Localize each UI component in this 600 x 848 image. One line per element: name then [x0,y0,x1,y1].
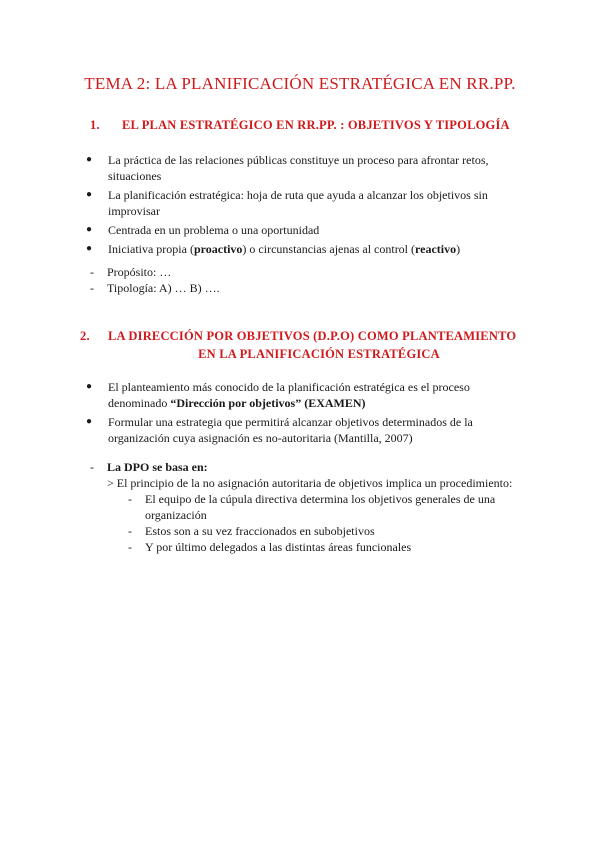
dash-marker: - [90,460,94,474]
list-item: ● Formular una estrategia que permitirá alcanzar objetivos determinados de la organización cuya asignación es no-autoritaria (Mantilla, 2007) [86,415,473,445]
list-item: - Propósito: … [90,265,172,279]
dpo-intro: > El principio de la no asignación autoritaria de objetivos implica un procedimiento: [107,476,513,490]
dash-marker: - [128,540,132,554]
section-2-title-line-2: EN LA PLANIFICACIÓN ESTRATÉGICA [198,347,440,361]
document-title: TEMA 2: LA PLANIFICACIÓN ESTRATÉGICA EN RR.PP. [84,74,516,93]
dpo-heading: - La DPO se basa en: [90,460,208,474]
bullet-icon: ● [86,416,93,427]
list-item: - Estos son a su vez fraccionados en subobjetivos [128,524,375,538]
list-item: ● Centrada en un problema o una oportunidad [86,223,320,237]
section-2-heading [80,327,530,363]
bullet-icon: ● [86,189,93,200]
bullet-icon: ● [86,381,93,392]
section-1-heading [90,118,510,133]
section-1-title: EL PLAN ESTRATÉGICO EN RR.PP. : OBJETIVOS Y TIPOLOGÍA [122,118,510,132]
dpo-procedure-list [128,491,530,555]
section-1-number: 1. [90,118,100,132]
dash-marker: - [128,524,132,538]
list-item: ● Iniciativa propia (proactivo) o circunstancias ajenas al control (reactivo) [86,242,461,256]
dash-marker: - [128,492,132,506]
dpo-section [90,459,530,555]
bullet-icon: ● [86,243,93,254]
section-1-bullet-list [86,152,516,260]
section-1-dash-list [90,264,220,296]
bullet-icon: ● [86,224,93,235]
list-item: - Tipología: A) … B) …. [90,281,220,295]
list-item: ● El planteamiento más conocido de la planificación estratégica es el proceso denominado “Dirección por objetivos” (EXAMEN) [86,380,470,410]
bullet-icon: ● [86,154,93,165]
list-item: - El equipo de la cúpula directiva determina los objetivos generales de una organización [128,492,496,522]
dash-marker: - [90,265,94,279]
dash-marker: - [90,281,94,295]
section-2-title-line-1: LA DIRECCIÓN POR OBJETIVOS (D.P.O) COMO PLANTEAMIENTO [108,329,517,343]
list-item: - Y por último delegados a las distintas áreas funcionales [128,540,412,554]
list-item: ● La planificación estratégica: hoja de ruta que ayuda a alcanzar los objetivos sin improvisar [86,188,488,218]
section-2-number: 2. [80,329,90,343]
section-2-bullet-list [86,379,516,449]
list-item: ● La práctica de las relaciones públicas constituye un proceso para afrontar retos, situaciones [86,153,489,183]
